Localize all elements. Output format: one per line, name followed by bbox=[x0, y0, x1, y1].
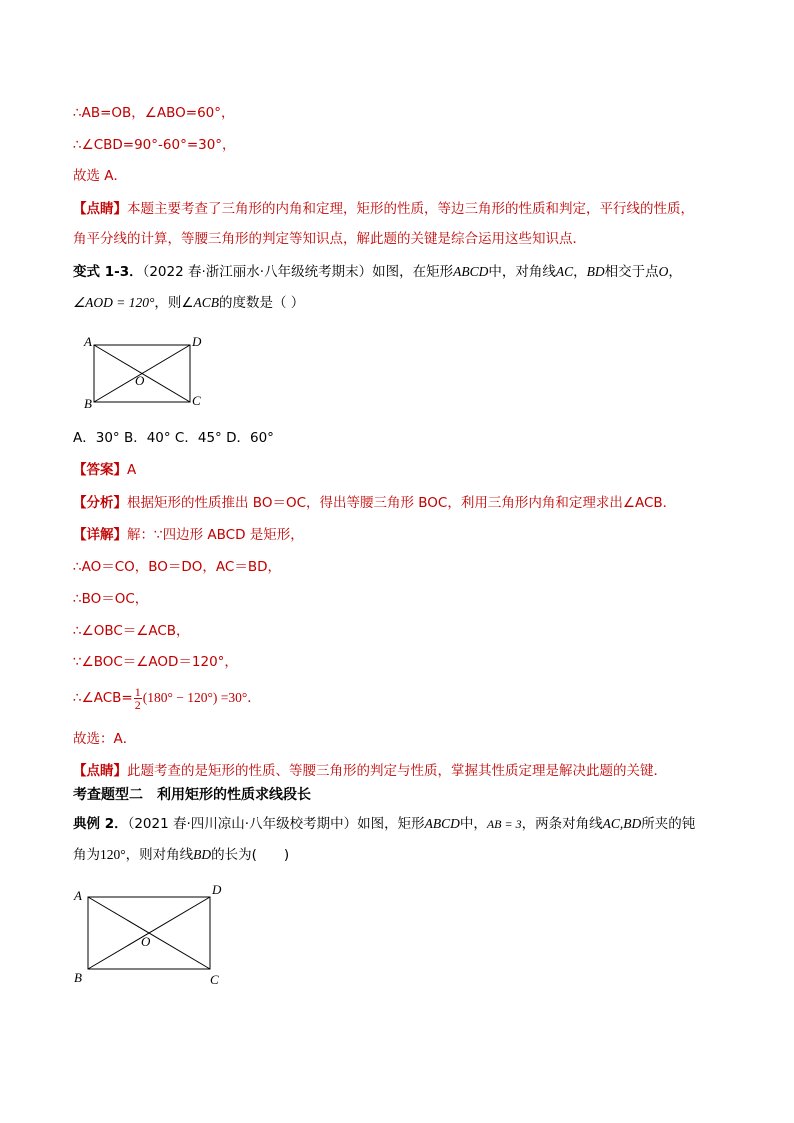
example-text: 的长为( ) bbox=[211, 847, 290, 863]
solution-line-1: ∴AB=OB，∠ABO=60°， bbox=[73, 105, 235, 121]
answer-options: A．30° B．40° C．45° D．60° bbox=[73, 430, 274, 446]
question-text: （2022 春·浙江丽水·八年级统考期末）如图，在矩形 bbox=[142, 264, 454, 280]
math-abcd: ABCD bbox=[424, 816, 460, 831]
vertex-label-b: B bbox=[74, 970, 82, 985]
comment-line-1 bbox=[73, 200, 694, 218]
math-bd: BD bbox=[586, 264, 605, 279]
example-text: （2021 春·四川凉山·八年级校考期中）如图，矩形 bbox=[127, 816, 425, 832]
question-text: ， bbox=[573, 264, 587, 280]
math-acb: ACB bbox=[193, 295, 219, 310]
question-1-3-line-1 bbox=[73, 263, 682, 281]
math-o: O bbox=[658, 264, 669, 279]
step-text: ∴∠ACB= bbox=[73, 690, 133, 706]
step-line-4: ∵∠BOC＝∠AOD＝120°， bbox=[73, 654, 238, 670]
step-line-1: ∴AO＝CO，BO＝DO，AC＝BD， bbox=[73, 559, 282, 575]
center-label-o: O bbox=[141, 934, 151, 949]
fraction-denominator: 2 bbox=[134, 697, 141, 712]
example-2-line-1 bbox=[73, 815, 695, 833]
solution-line-3: 故选 A． bbox=[73, 168, 128, 184]
vertex-label-a: A bbox=[84, 334, 92, 349]
math-acbd: AC,BD bbox=[602, 816, 642, 831]
detail-tag: 【详解】 bbox=[73, 527, 127, 543]
comment-text: 本题主要考查了三角形的内角和定理，矩形的性质，等边三角形的性质和判定，平行线的性质， bbox=[127, 201, 694, 217]
step-expression: (180° − 120°) =30° bbox=[142, 690, 248, 705]
math-angle-aod: ∠AOD = 120° bbox=[73, 295, 155, 310]
step-text: ． bbox=[247, 690, 261, 706]
answer-tag: 【答案】 bbox=[73, 462, 127, 478]
rectangle-figure-2 bbox=[70, 880, 235, 990]
vertex-label-b: B bbox=[84, 396, 92, 411]
vertex-label-a: A bbox=[74, 888, 82, 903]
example-tag: 典例 2． bbox=[73, 816, 128, 832]
vertex-label-d: D bbox=[212, 882, 222, 897]
comment-line-2: 角平分线的计算，等腰三角形的判定等知识点，解此题的关键是综合运用这些知识点． bbox=[73, 231, 586, 247]
comment-tag: 【点睛】 bbox=[73, 763, 127, 779]
vertex-label-c: C bbox=[192, 393, 201, 408]
solution-line-2: ∴∠CBD=90°-60°=30°， bbox=[73, 137, 236, 153]
answer-line bbox=[73, 461, 136, 479]
question-text: 的度数是（ ） bbox=[218, 295, 305, 311]
step-line-2: ∴BO＝OC， bbox=[73, 591, 149, 607]
question-text: ，则∠ bbox=[154, 295, 194, 311]
math-bd: BD bbox=[193, 847, 212, 862]
math-abcd: ABCD bbox=[453, 264, 489, 279]
step-line-5 bbox=[73, 682, 261, 714]
question-text: 相交于点 bbox=[604, 264, 659, 280]
question-text: 中，对角线 bbox=[488, 264, 556, 280]
question-text: ， bbox=[668, 264, 682, 280]
analysis-line bbox=[73, 494, 676, 512]
example-text: 所夹的钝 bbox=[641, 816, 696, 832]
step-line-6: 故选：A． bbox=[73, 731, 137, 747]
math-angle: 120° bbox=[100, 847, 126, 862]
step-line-3: ∴∠OBC＝∠ACB， bbox=[73, 623, 190, 639]
comment-tag: 【点睛】 bbox=[73, 201, 127, 217]
vertex-label-c: C bbox=[210, 972, 219, 987]
answer-value: A bbox=[127, 462, 137, 478]
analysis-tag: 【分析】 bbox=[73, 495, 127, 511]
question-1-3-line-2 bbox=[73, 294, 304, 312]
math-ac: AC bbox=[555, 264, 574, 279]
example-text: 中， bbox=[459, 816, 487, 832]
comment-line-3 bbox=[73, 762, 667, 780]
section-title: 考查题型二 利用矩形的性质求线段长 bbox=[73, 787, 311, 803]
example-text: ，则对角线 bbox=[125, 847, 194, 863]
comment-text: 此题考查的是矩形的性质、等腰三角形的判定与性质，掌握其性质定理是解决此题的关键． bbox=[127, 763, 667, 779]
rectangle-figure-1 bbox=[78, 330, 218, 414]
detail-line bbox=[73, 526, 304, 544]
question-tag: 变式 1-3． bbox=[73, 264, 143, 280]
fraction-half bbox=[134, 686, 142, 711]
detail-text: 解：∵四边形 ABCD 是矩形， bbox=[127, 527, 304, 543]
example-text: ，两条对角线 bbox=[521, 816, 603, 832]
example-text: 角为 bbox=[73, 847, 100, 863]
fraction-numerator: 1 bbox=[134, 684, 141, 699]
center-label-o: O bbox=[135, 373, 145, 388]
example-2-line-2 bbox=[73, 846, 289, 864]
vertex-label-d: D bbox=[192, 334, 202, 349]
math-ab: AB = 3 bbox=[486, 817, 522, 831]
analysis-text: 根据矩形的性质推出 BO＝OC，得出等腰三角形 BOC，利用三角形内角和定理求出∠ACB． bbox=[127, 495, 677, 511]
